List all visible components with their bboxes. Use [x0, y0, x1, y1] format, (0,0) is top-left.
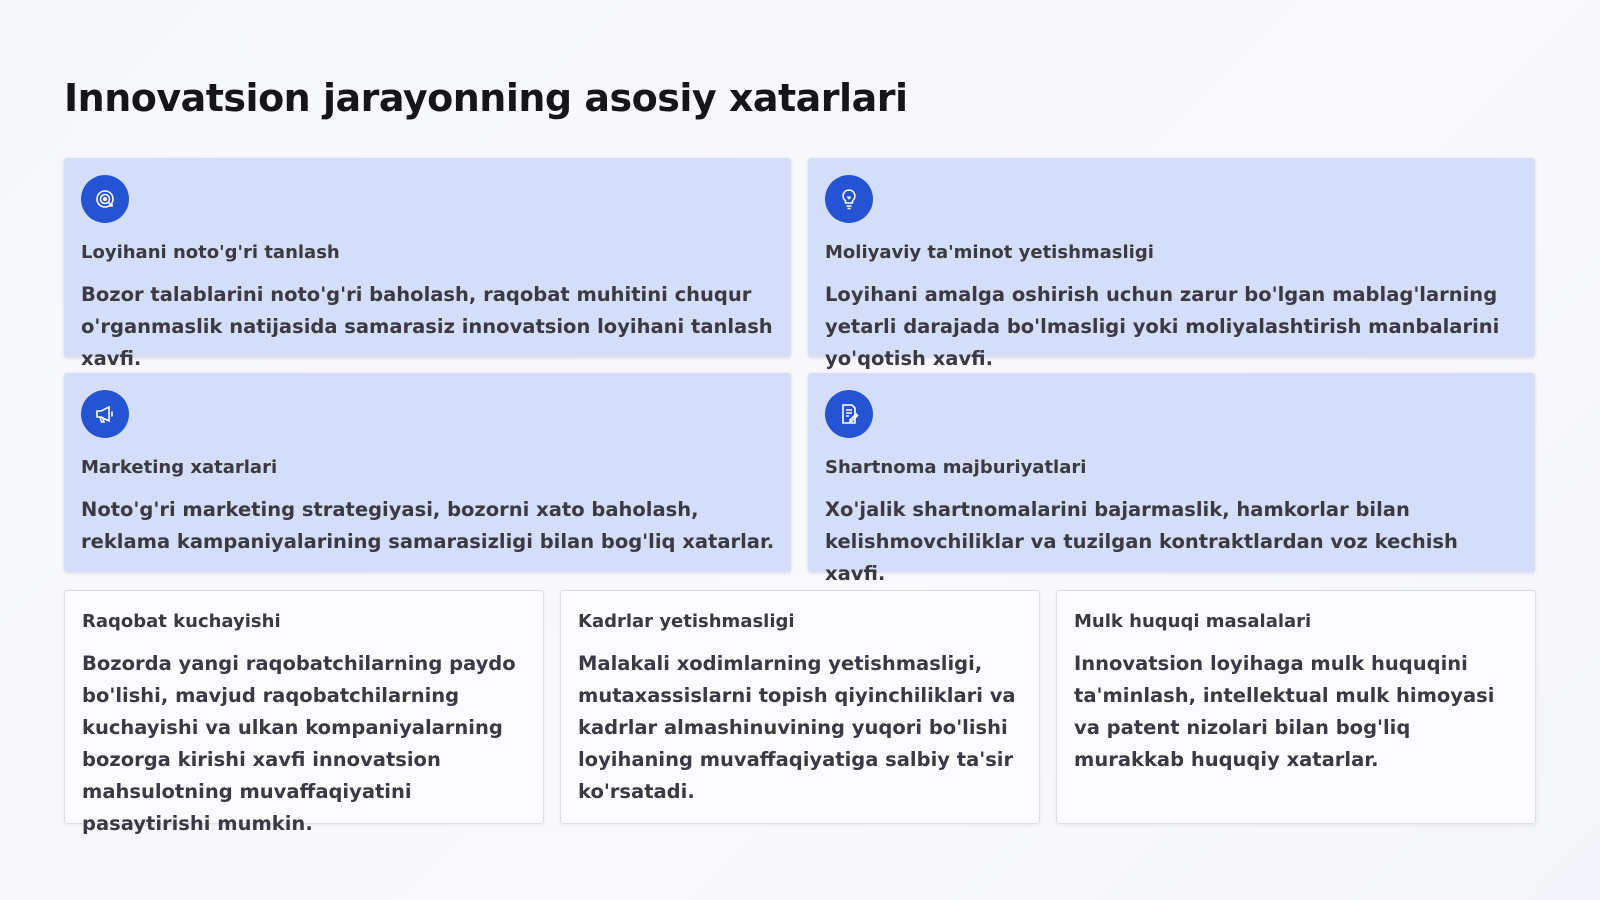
- card-heading: Moliyaviy ta'minot yetishmasligi: [825, 242, 1154, 263]
- card-body: Innovatsion loyihaga mulk huquqini ta'minlash, intellektual mulk himoyasi va patent nizolari bilan bog'liq murakkab huquqiy xatarlar.: [1074, 652, 1495, 771]
- card-body: Noto'g'ri marketing strategiyasi, bozorni xato baholash, reklama kampaniyalarining samarasizligi bilan bog'liq xatarlar.: [81, 498, 775, 553]
- card-heading: Shartnoma majburiyatlari: [825, 457, 1087, 478]
- risk-card-competition: [64, 590, 544, 835]
- megaphone-icon: [81, 390, 129, 438]
- risk-card-staffing: [560, 590, 1040, 824]
- lightbulb-icon: [825, 175, 873, 223]
- target-icon: [81, 175, 129, 223]
- card-body: Bozorda yangi raqobatchilarning paydo bo'lishi, mavjud raqobatchilarning kuchayishi va ulkan kompaniyalarning bozorga kirishi xavfi innovatsion mahsulotning muvaffaqiyatini pasaytirishi mumkin.: [82, 652, 516, 835]
- risk-card-contract: [808, 373, 1535, 585]
- card-heading: Kadrlar yetishmasligi: [578, 611, 795, 632]
- risk-card-property-rights: [1056, 590, 1536, 824]
- card-heading: Marketing xatarlari: [81, 457, 278, 478]
- card-body: Loyihani amalga oshirish uchun zarur bo'lgan mablag'larning yetarli darajada bo'lmasligi yoki moliyalashtirish manbalarini yo'qotish xavfi.: [825, 283, 1500, 370]
- risk-card-funding: [808, 158, 1535, 370]
- card-heading: Mulk huquqi masalalari: [1074, 611, 1312, 632]
- card-body: Bozor talablarini noto'g'ri baholash, raqobat muhitini chuqur o'rganmaslik natijasida samarasiz innovatsion loyihani tanlash xavfi.: [81, 283, 773, 370]
- card-body: Malakali xodimlarning yetishmasligi, mutaxassislarni topish qiyinchiliklari va kadrlar almashinuvining yuqori bo'lishi loyihaning muvaffaqiyatiga salbiy ta'sir ko'rsatadi.: [578, 652, 1016, 803]
- risk-card-marketing: [64, 373, 791, 572]
- risk-card-project-selection: [64, 158, 791, 370]
- contract-icon: [825, 390, 873, 438]
- card-body: Xo'jalik shartnomalarini bajarmaslik, hamkorlar bilan kelishmovchiliklar va tuzilgan kontraktlardan voz kechish xavfi.: [825, 498, 1458, 585]
- page-title: Innovatsion jarayonning asosiy xatarlari: [64, 76, 908, 120]
- card-heading: Loyihani noto'g'ri tanlash: [81, 242, 340, 263]
- card-heading: Raqobat kuchayishi: [82, 611, 281, 632]
